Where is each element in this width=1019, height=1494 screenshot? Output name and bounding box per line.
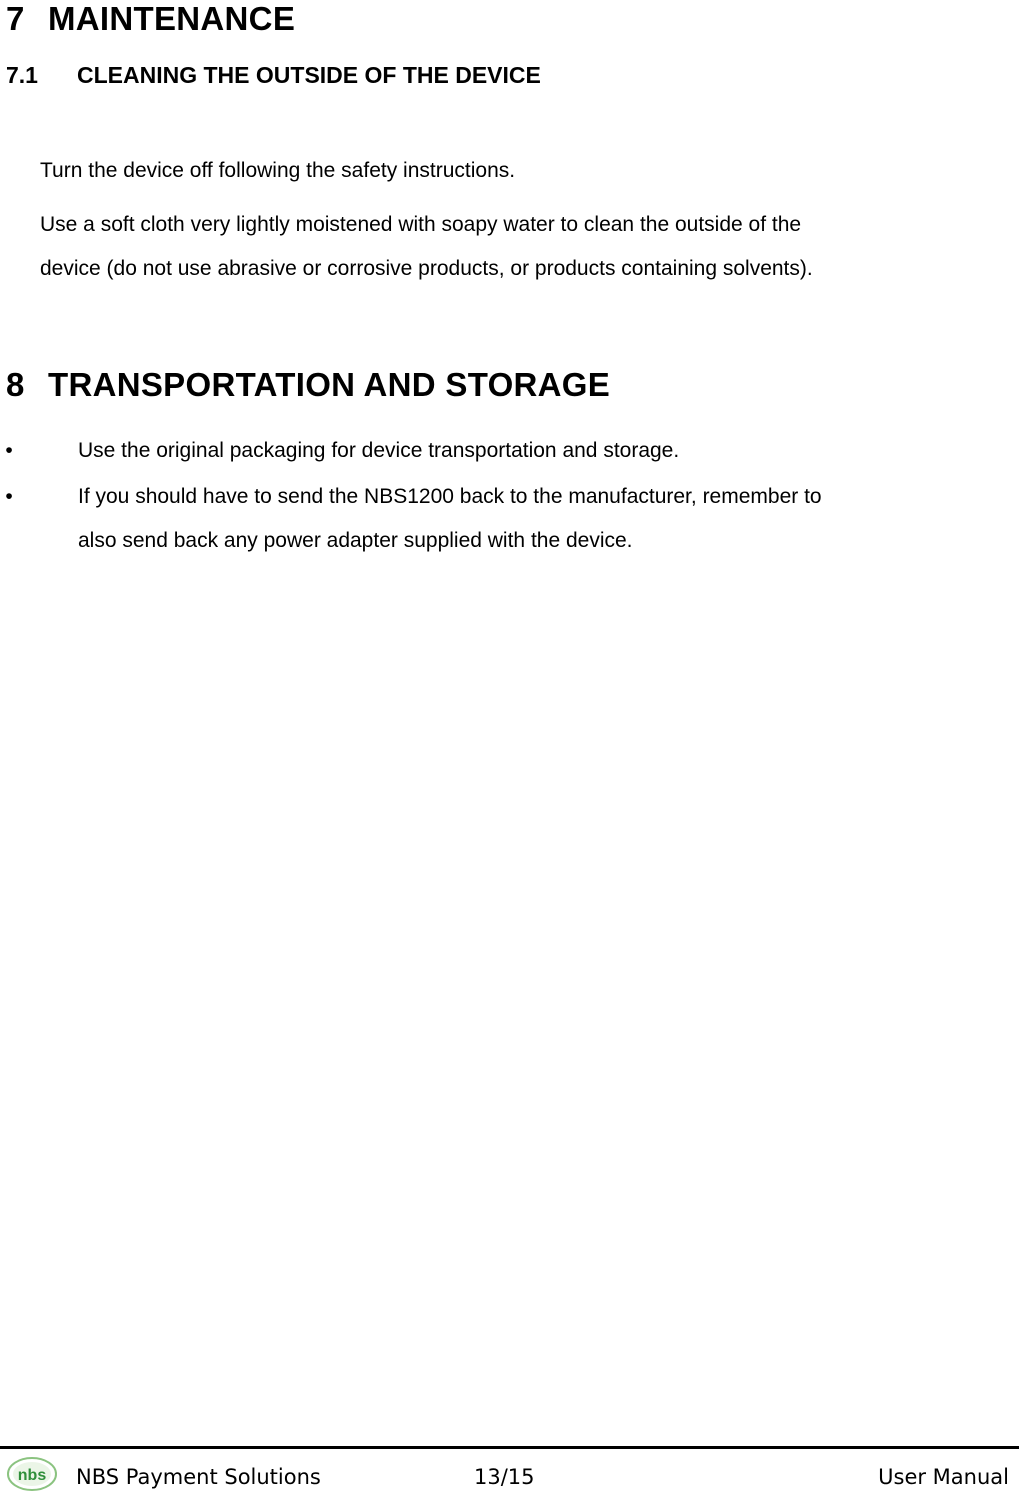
section-7-heading	[6, 0, 295, 38]
bullet-text: Use the original packaging for device transportation and storage.	[78, 439, 680, 462]
bullet-text: If you should have to send the NBS1200 back to the manufacturer, remember to	[78, 485, 822, 508]
section-7-1-title: CLEANING THE OUTSIDE OF THE DEVICE	[77, 62, 541, 88]
footer-divider	[0, 1446, 1019, 1449]
page-footer	[0, 1452, 1019, 1494]
footer-document-title: User Manual	[878, 1465, 1009, 1489]
logo-text: nbs	[17, 1467, 47, 1484]
section-7-1-number: 7.1	[6, 62, 38, 88]
cleaning-paragraph-1: Turn the device off following the safety instructions.	[40, 159, 516, 182]
section-7-title: MAINTENANCE	[48, 0, 296, 37]
cleaning-paragraph-2-line-1: Use a soft cloth very lightly moistened with soapy water to clean the outside of the	[40, 213, 802, 236]
section-7-1-heading	[6, 62, 541, 89]
bullet-icon: •	[5, 485, 13, 508]
section-7-number: 7	[6, 0, 25, 37]
nbs-logo-icon	[6, 1456, 58, 1492]
section-8-number: 8	[6, 366, 25, 403]
bullet-icon: •	[5, 439, 13, 462]
section-8-heading	[6, 366, 610, 404]
footer-page-number: 13/15	[474, 1465, 535, 1489]
section-8-title: TRANSPORTATION AND STORAGE	[48, 366, 611, 403]
bullet-text-continued: also send back any power adapter supplied with the device.	[78, 529, 633, 552]
cleaning-paragraph-2-line-2: device (do not use abrasive or corrosive products, or products containing solvents).	[40, 257, 813, 280]
footer-company: NBS Payment Solutions	[76, 1465, 321, 1489]
